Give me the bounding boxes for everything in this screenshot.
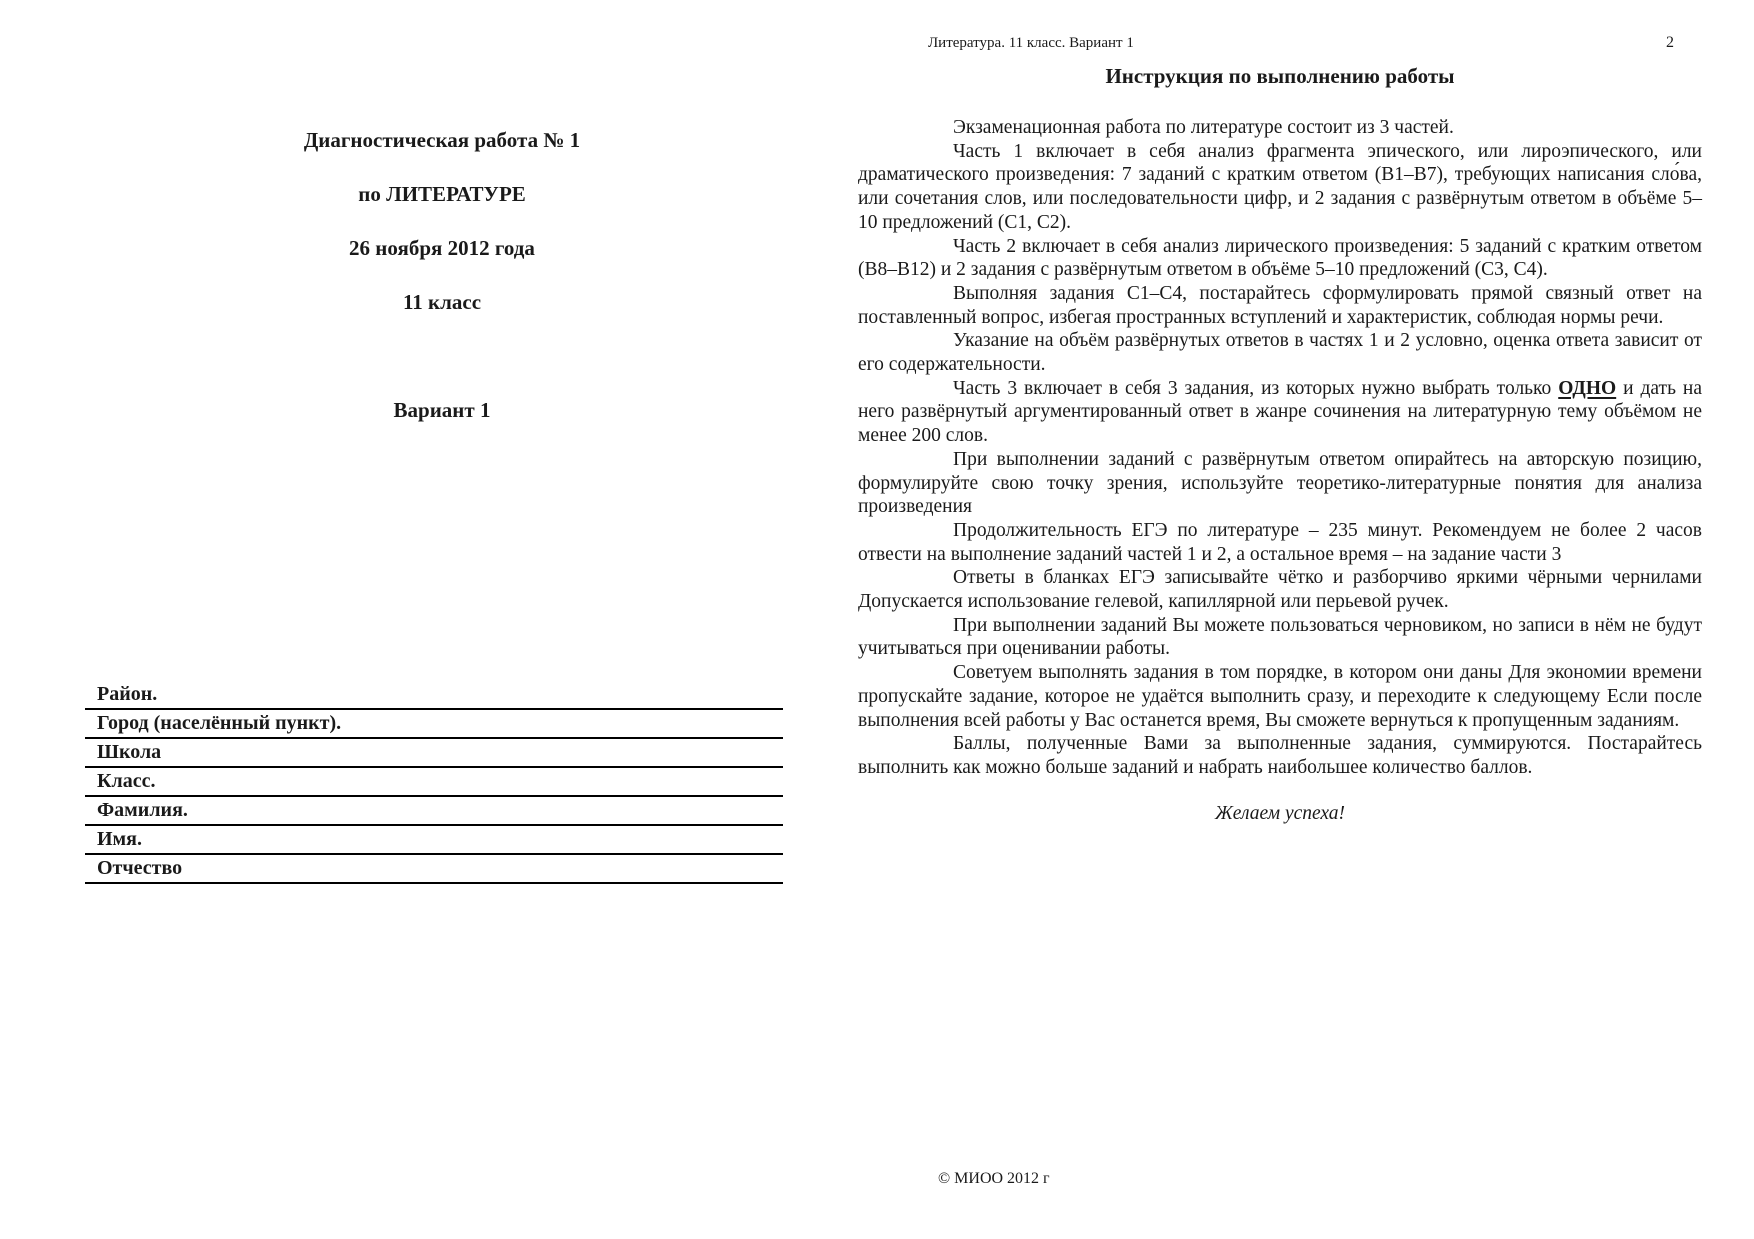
variant-label: Вариант 1 (393, 398, 491, 422)
exam-title-line-1: Диагностическая работа № 1 (303, 128, 581, 152)
form-field-label: Район. (97, 683, 158, 705)
instruction-paragraph-3: Часть 2 включает в себя анализ лирического произведения: 5 заданий с кратким ответом (В8–В12) и 2 задания с развёрнутым ответом в объёме 5–10 предложений (С3, С4). (858, 235, 1702, 281)
student-info-form (85, 681, 783, 884)
closing-wish: Желаем успеха! (1214, 802, 1346, 824)
copyright-footer: © МИОО 2012 г (938, 1170, 1050, 1187)
instruction-paragraph-5: Указание на объём развёрнутых ответов в частях 1 и 2 условно, оценка ответа зависит от его содержательности. (858, 330, 1702, 376)
form-field-label: Школа (97, 741, 162, 763)
form-field-label: Класс. (97, 770, 156, 792)
instruction-paragraph-1: Экзаменационная работа по литературе состоит из 3 частей. (953, 117, 1454, 138)
running-header: Литература. 11 класс. Вариант 1 (928, 35, 1134, 51)
form-row-firstname (85, 826, 783, 855)
instruction-paragraph-4: Выполняя задания С1–С4, постарайтесь сформулировать прямой связный ответ на поставленный вопрос, избегая пространных вступлений и характеристик, соблюдая нормы речи. (858, 282, 1702, 328)
form-row-patronymic (85, 855, 783, 884)
instruction-paragraph-6 (858, 377, 1702, 448)
form-row-city (85, 710, 783, 739)
form-field-label: Имя. (97, 828, 142, 850)
page-number: 2 (1666, 34, 1674, 51)
instruction-paragraph-12: Баллы, полученные Вами за выполненные задания, суммируются. Постарайтесь выполнить как можно больше заданий и набрать наибольшее количество баллов. (858, 733, 1702, 778)
instruction-paragraph-10: При выполнении заданий Вы можете пользоваться черновиком, но записи в нём не будут учитываться при оценивании работы. (858, 614, 1702, 660)
instruction-paragraph-2: Часть 1 включает в себя анализ фрагмента эпического, или лироэпического, или драматического произведения: 7 заданий с кратким ответом (В1–В7), требующих написания сло́ва, или сочетания слов, или последовательности цифр, и 2 задания с развёрнутым ответом в объёме 5–10 предложений (С1, С2). (858, 140, 1702, 233)
form-field-label: Отчество (97, 857, 183, 879)
exam-title-line-3: 26 ноября 2012 года (349, 236, 535, 260)
instruction-paragraph-8: Продолжительность ЕГЭ по литературе – 235 минут. Рекомендуем не более 2 часов отвести на выполнение заданий частей 1 и 2, а остальное время – на задание части 3 (858, 519, 1702, 565)
exam-title-line-4: 11 класс (402, 290, 482, 314)
form-field-label: Фамилия. (97, 799, 188, 821)
instruction-paragraph-7: При выполнении заданий с развёрнутым ответом опирайтесь на авторскую позицию, формулируйте свою точку зрения, используйте теоретико-литературные понятия для анализа произведения (858, 448, 1702, 518)
form-row-surname (85, 797, 783, 826)
instructions-body (858, 116, 1702, 826)
form-row-school (85, 739, 783, 768)
paragraph-text-before: Часть 3 включает в себя 3 задания, из которых нужно выбрать только (953, 377, 1559, 399)
instructions-title: Инструкция по выполнению работы (1105, 64, 1455, 88)
form-row-district (85, 681, 783, 710)
form-field-label: Город (населённый пункт). (97, 712, 342, 734)
instruction-paragraph-9: Ответы в бланках ЕГЭ записывайте чётко и разборчиво яркими чёрными чернилами Допускается использование гелевой, капиллярной или перьевой ручек. (858, 567, 1702, 613)
exam-title-line-2: по ЛИТЕРАТУРЕ (358, 182, 526, 206)
emphasized-word: ОДНО (1558, 377, 1617, 399)
paragraph-text-after: и дать на него развёрнутый аргументированный ответ в жанре сочинения на литературную тему объёмом не менее 200 слов. (858, 377, 1702, 447)
form-row-class (85, 768, 783, 797)
instruction-paragraph-11: Советуем выполнять задания в том порядке, в котором они даны Для экономии времени пропускайте задание, которое не удаётся выполнить сразу, и переходите к следующему Если после выполнения всей работы у Вас останется время, Вы сможете вернуться к пропущенным заданиям. (858, 662, 1702, 731)
